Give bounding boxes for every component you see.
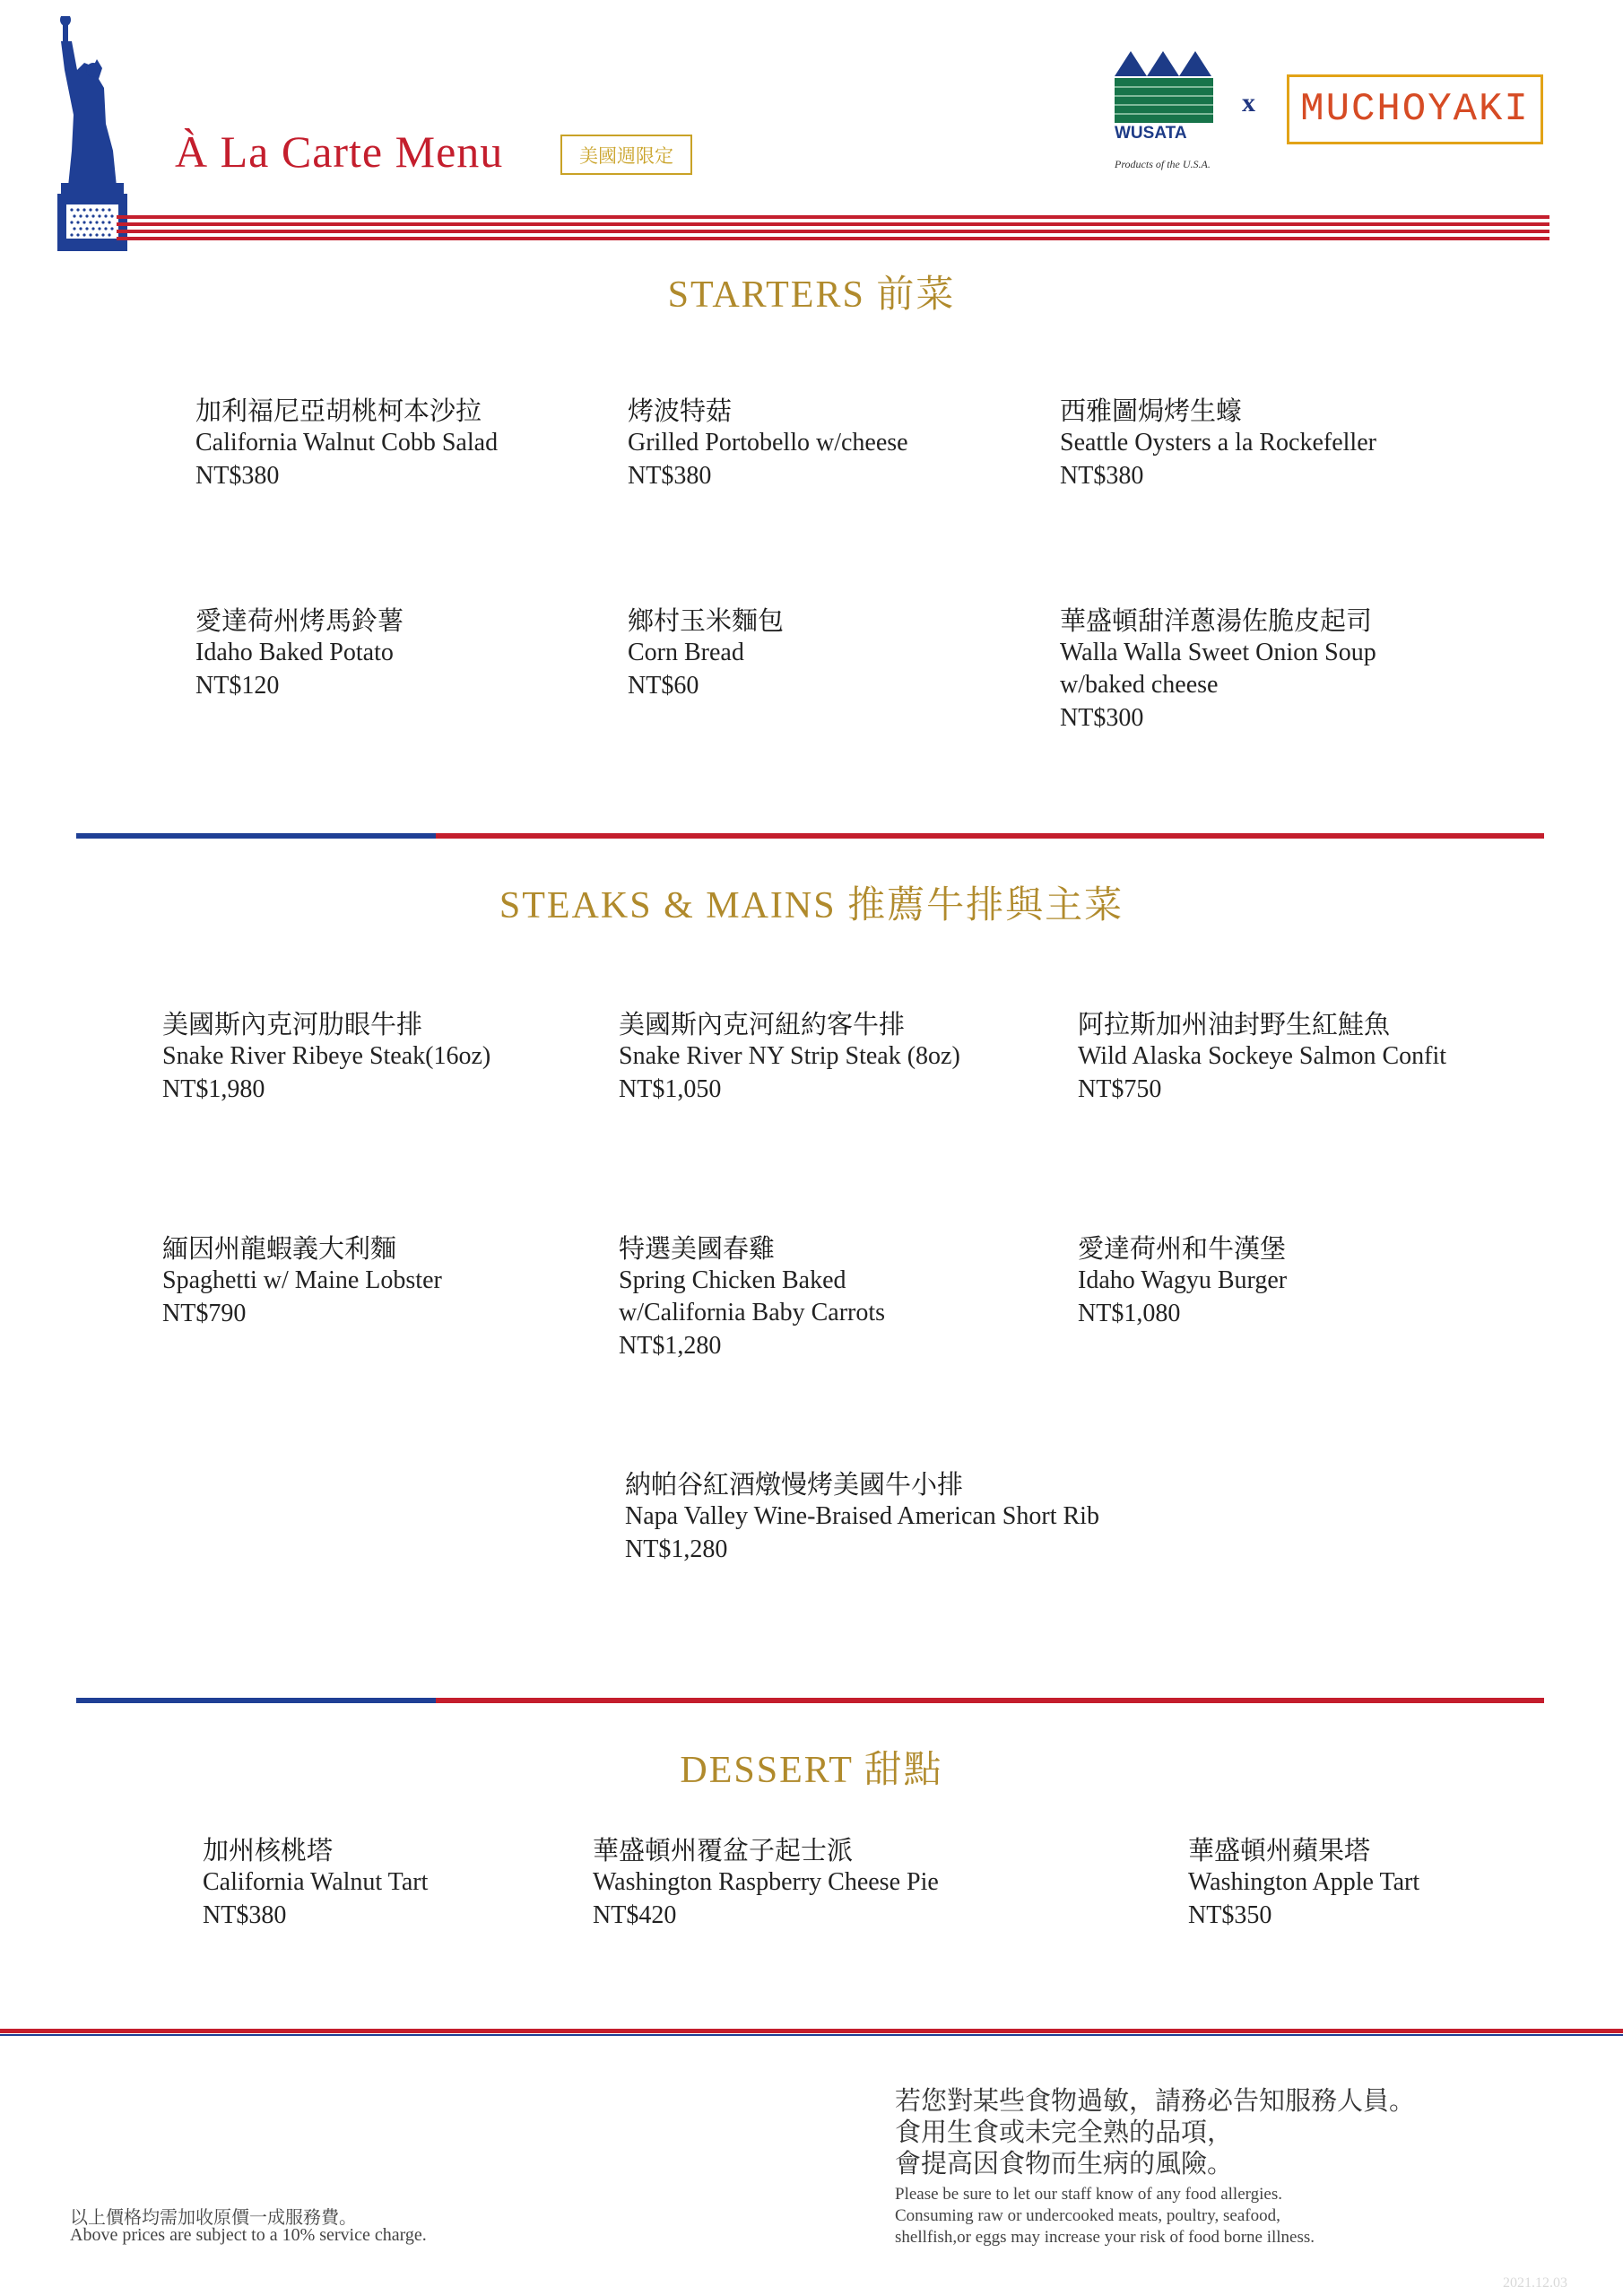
service-charge-zh: 以上價格均需加收原價一成服務費。 bbox=[70, 2206, 357, 2228]
muchoyaki-logo: MUCHOYAKI bbox=[1287, 74, 1543, 144]
item-name-zh: 華盛頓甜洋蔥湯佐脆皮起司 bbox=[1060, 605, 1373, 636]
item-price: NT$380 bbox=[628, 462, 712, 490]
service-charge-en: Above prices are subject to a 10% service charge. bbox=[70, 2225, 427, 2245]
item-name-zh: 加利福尼亞胡桃柯本沙拉 bbox=[195, 396, 482, 426]
item-name-en: Washington Raspberry Cheese Pie bbox=[593, 1868, 939, 1896]
item-price: NT$1,050 bbox=[619, 1075, 722, 1103]
menu-item bbox=[1078, 1008, 1544, 1107]
menu-item bbox=[593, 1834, 1059, 1933]
collab-separator: x bbox=[1242, 88, 1255, 117]
item-name-en: Seattle Oysters a la Rockefeller bbox=[1060, 429, 1376, 457]
item-name-zh: 愛達荷州烤馬鈴薯 bbox=[195, 605, 404, 636]
item-price: NT$420 bbox=[593, 1901, 677, 1929]
allergy-notice-zh-line: 食用生食或未完全熟的品項， bbox=[895, 2117, 1234, 2147]
item-price: NT$380 bbox=[1060, 462, 1144, 490]
allergy-notice-zh-line: 若您對某些食物過敏，請務必告知服務人員。 bbox=[895, 2085, 1416, 2116]
item-name-zh: 西雅圖焗烤生蠔 bbox=[1060, 396, 1243, 426]
item-name-en: Spaghetti w/ Maine Lobster bbox=[162, 1266, 442, 1294]
menu-item bbox=[628, 395, 1094, 493]
mains-title: STEAKS & MAINS 推薦牛排與主菜 bbox=[499, 885, 1124, 926]
item-name-en: Snake River Ribeye Steak(16oz) bbox=[162, 1042, 491, 1070]
item-name-en: Idaho Wagyu Burger bbox=[1078, 1266, 1288, 1294]
menu-title: À La Carte Menu bbox=[175, 126, 504, 177]
menu-item bbox=[619, 1232, 1085, 1363]
item-name-zh: 鄉村玉米麵包 bbox=[628, 605, 785, 636]
menu-item bbox=[1188, 1834, 1623, 1933]
us-week-badge: 美國週限定 bbox=[560, 135, 692, 175]
header-stripes bbox=[117, 215, 1549, 242]
menu-item bbox=[619, 1008, 1085, 1107]
item-name-en-line2: w/California Baby Carrots bbox=[619, 1299, 886, 1326]
item-name-zh: 華盛頓州蘋果塔 bbox=[1188, 1835, 1371, 1866]
section-divider bbox=[76, 833, 1544, 839]
menu-item bbox=[1060, 604, 1526, 735]
item-price: NT$1,280 bbox=[619, 1332, 722, 1360]
section-divider bbox=[76, 1698, 1544, 1703]
menu-item bbox=[162, 1008, 629, 1107]
menu-item bbox=[195, 604, 662, 703]
item-price: NT$350 bbox=[1188, 1901, 1272, 1929]
item-name-en: Wild Alaska Sockeye Salmon Confit bbox=[1078, 1042, 1447, 1070]
allergy-notice-en bbox=[895, 2184, 1315, 2248]
item-name-zh: 烤波特菇 bbox=[628, 396, 733, 426]
item-price: NT$750 bbox=[1078, 1075, 1162, 1103]
item-name-zh: 美國斯內克河紐約客牛排 bbox=[619, 1009, 906, 1039]
menu-item bbox=[625, 1468, 1253, 1567]
item-price: NT$1,280 bbox=[625, 1535, 728, 1563]
item-name-en: California Walnut Tart bbox=[203, 1868, 429, 1896]
item-name-en: Napa Valley Wine-Braised American Short Rib bbox=[625, 1502, 1099, 1530]
dessert-title: DESSERT 甜點 bbox=[680, 1750, 943, 1791]
item-name-en: Corn Bread bbox=[628, 639, 744, 666]
item-price: NT$300 bbox=[1060, 704, 1144, 732]
item-name-en: Spring Chicken Baked bbox=[619, 1266, 846, 1294]
menu-item bbox=[162, 1232, 629, 1331]
item-name-zh: 華盛頓州覆盆子起士派 bbox=[593, 1835, 854, 1866]
item-name-zh: 阿拉斯加州油封野生紅鮭魚 bbox=[1078, 1009, 1391, 1039]
item-name-zh: 加州核桃塔 bbox=[203, 1835, 334, 1866]
menu-date: 2021.12.03 bbox=[1503, 2275, 1567, 2291]
wusata-logo-text: WUSATA bbox=[1115, 124, 1187, 143]
item-name-en: Grilled Portobello w/cheese bbox=[628, 429, 908, 457]
menu-item bbox=[628, 604, 1094, 703]
item-name-zh: 納帕谷紅酒燉慢烤美國牛小排 bbox=[625, 1469, 964, 1500]
menu-item bbox=[195, 395, 662, 493]
menu-item bbox=[1078, 1232, 1544, 1331]
wusata-logo-icon bbox=[1115, 49, 1213, 126]
item-price: NT$790 bbox=[162, 1300, 247, 1327]
footer-stripes bbox=[0, 2029, 1623, 2039]
item-name-zh: 緬因州龍蝦義大利麵 bbox=[162, 1233, 397, 1264]
item-name-en: Washington Apple Tart bbox=[1188, 1868, 1420, 1896]
item-name-en: Walla Walla Sweet Onion Soup bbox=[1060, 639, 1376, 666]
allergy-notice-en-line: shellfish,or eggs may increase your risk of food borne illness. bbox=[895, 2228, 1315, 2247]
item-price: NT$1,980 bbox=[162, 1075, 265, 1103]
allergy-notice-en-line: Consuming raw or undercooked meats, poultry, seafood, bbox=[895, 2206, 1280, 2225]
item-name-en: California Walnut Cobb Salad bbox=[195, 429, 499, 457]
wusata-tagline: Products of the U.S.A. bbox=[1115, 158, 1211, 170]
item-price: NT$380 bbox=[203, 1901, 287, 1929]
item-price: NT$120 bbox=[195, 672, 280, 700]
allergy-notice-en-line: Please be sure to let our staff know of any food allergies. bbox=[895, 2185, 1282, 2204]
item-name-zh: 特選美國春雞 bbox=[619, 1233, 776, 1264]
item-name-en: Snake River NY Strip Steak (8oz) bbox=[619, 1042, 960, 1070]
item-name-zh: 美國斯內克河肋眼牛排 bbox=[162, 1009, 423, 1039]
item-name-en-line2: w/baked cheese bbox=[1060, 671, 1219, 699]
item-price: NT$1,080 bbox=[1078, 1300, 1181, 1327]
item-price: NT$380 bbox=[195, 462, 280, 490]
starters-title: STARTERS 前菜 bbox=[667, 274, 956, 316]
allergy-notice-zh bbox=[895, 2085, 1415, 2179]
item-name-zh: 愛達荷州和牛漢堡 bbox=[1078, 1233, 1287, 1264]
item-name-en: Idaho Baked Potato bbox=[195, 639, 394, 666]
allergy-notice-zh-line: 會提高因食物而生病的風險。 bbox=[895, 2148, 1234, 2179]
menu-item bbox=[1060, 395, 1526, 493]
item-price: NT$60 bbox=[628, 672, 699, 700]
